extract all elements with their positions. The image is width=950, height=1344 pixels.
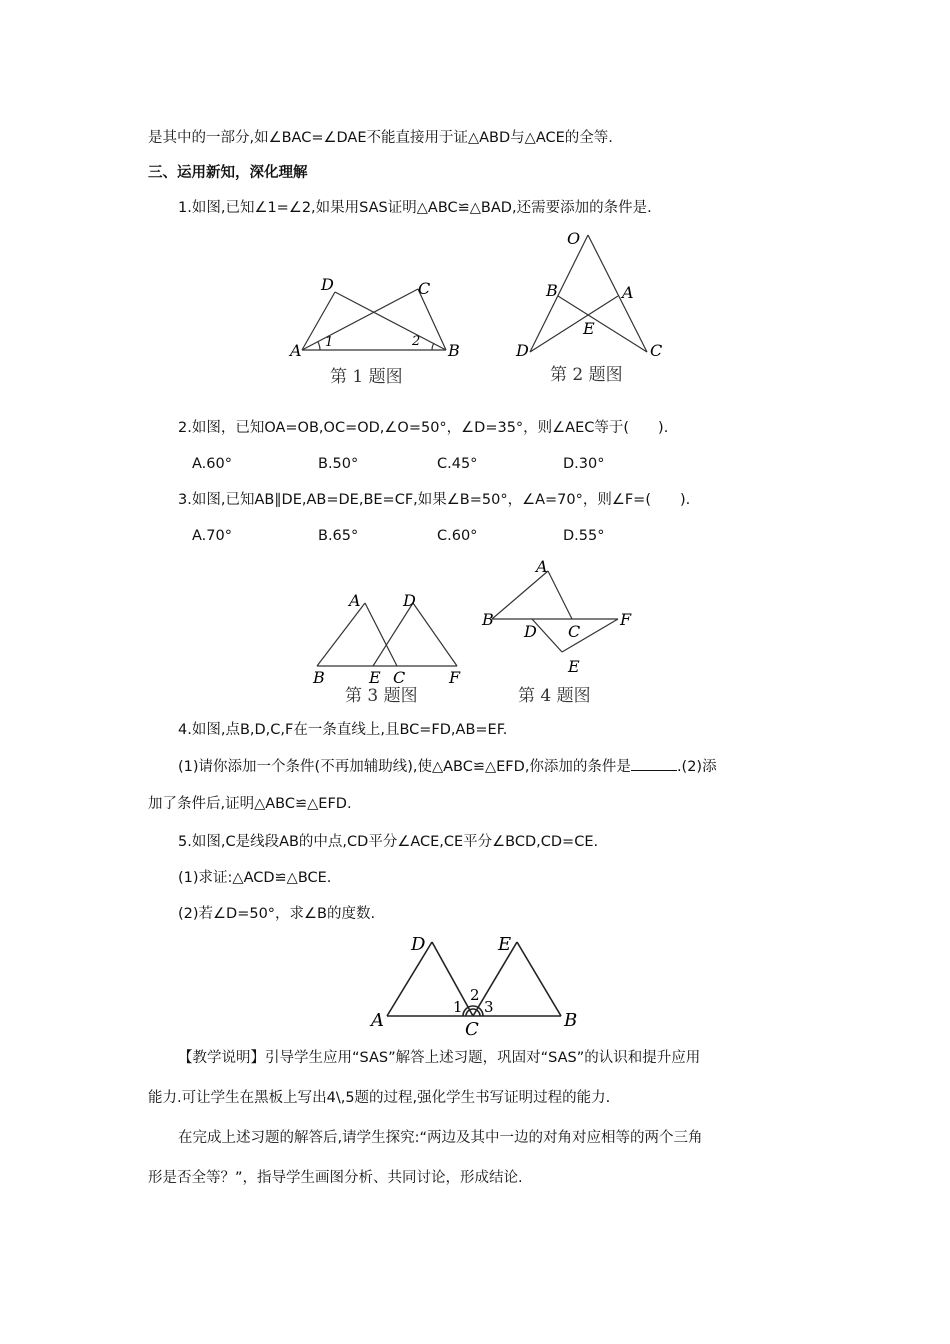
teaching-note-line-1: 【教学说明】引导学生应用“SAS”解答上述习题，巩固对“SAS”的认识和提升应用 [178, 1050, 701, 1066]
fig4-label-f: F [620, 610, 632, 629]
fig1-angle-2: 2 [412, 334, 421, 349]
fig5-angle-1: 1 [453, 998, 463, 1016]
explore-line-2: 形是否全等？”，指导学生画图分析、共同讨论，形成结论. [148, 1170, 523, 1186]
fig5-angle-2: 2 [470, 986, 480, 1004]
q2-option-b: B.50° [318, 456, 359, 472]
fig2-label-c: C [650, 341, 663, 360]
fig2-label-e: E [583, 319, 595, 338]
question-3: 3.如图,已知AB∥DE,AB=DE,BE=CF,如果∠B=50°，∠A=70°，则∠F=( ). [178, 492, 691, 508]
q3-option-a: A.70° [192, 528, 232, 544]
fig2-label-a: A [622, 283, 634, 302]
fig4-label-a: A [536, 557, 548, 576]
q3-option-d: D.55° [563, 528, 605, 544]
q2-option-c: C.45° [437, 456, 478, 472]
answer-blank[interactable] [631, 756, 677, 771]
fig4-label-c: C [568, 622, 581, 641]
fig1-label-a: A [290, 341, 302, 360]
q3-option-c: C.60° [437, 528, 478, 544]
explore-line-1: 在完成上述习题的解答后,请学生探究:“两边及其中一边的对角对应相等的两个三角 [178, 1130, 703, 1146]
fig5-label-a: A [371, 1010, 384, 1031]
fig2-label-o: O [567, 229, 581, 248]
fig3-label-d: D [403, 591, 416, 610]
figure-4 [478, 552, 648, 708]
figure-5 [365, 928, 590, 1040]
fig1-angle-1: 1 [325, 335, 334, 350]
figure-1 [280, 272, 470, 390]
fig1-caption: 第 1 题图 [330, 367, 403, 387]
fig3-label-e: E [369, 668, 381, 687]
question-1: 1.如图,已知∠1=∠2,如果用SAS证明△ABC≌△BAD,还需要添加的条件是. [178, 200, 652, 216]
fig4-label-d: D [524, 622, 537, 641]
question-4-part-1 [178, 756, 717, 777]
fig3-caption: 第 3 题图 [345, 686, 418, 706]
q4-part1-tail: .(2)添 [676, 759, 717, 775]
fig5-label-c: C [465, 1019, 479, 1040]
fig2-caption: 第 2 题图 [550, 365, 623, 385]
intro-line: 是其中的一部分,如∠BAC=∠DAE不能直接用于证△ABD与△ACE的全等. [148, 130, 613, 146]
section-heading: 三、运用新知，深化理解 [148, 165, 308, 181]
fig3-label-c: C [393, 668, 406, 687]
fig5-label-d: D [411, 934, 426, 955]
fig1-label-b: B [448, 341, 460, 360]
question-5-part-1: (1)求证:△ACD≌△BCE. [178, 870, 332, 886]
question-4-part-2: 加了条件后,证明△ABC≌△EFD. [148, 796, 352, 812]
fig3-label-f: F [449, 668, 461, 687]
question-5-part-2: (2)若∠D=50°，求∠B的度数. [178, 906, 376, 922]
teaching-note-line-2: 能力.可让学生在黑板上写出4\,5题的过程,强化学生书写证明过程的能力. [148, 1090, 611, 1106]
fig1-label-d: D [321, 275, 334, 294]
fig3-label-b: B [313, 668, 325, 687]
fig4-label-e: E [568, 657, 580, 676]
q4-part1-text: (1)请你添加一个条件(不再加辅助线),使△ABC≌△EFD,你添加的条件是 [178, 759, 631, 775]
fig2-label-b: B [546, 281, 558, 300]
fig4-label-b: B [482, 610, 494, 629]
q3-option-b: B.65° [318, 528, 359, 544]
question-5: 5.如图,C是线段AB的中点,CD平分∠ACE,CE平分∠BCD,CD=CE. [178, 834, 599, 850]
fig3-label-a: A [349, 591, 361, 610]
question-4: 4.如图,点B,D,C,F在一条直线上,且BC=FD,AB=EF. [178, 722, 508, 738]
q2-option-d: D.30° [563, 456, 605, 472]
fig5-angle-3: 3 [484, 998, 494, 1016]
question-2: 2.如图，已知OA=OB,OC=OD,∠O=50°，∠D=35°，则∠AEC等于( ). [178, 420, 669, 436]
fig4-caption: 第 4 题图 [518, 686, 591, 706]
fig1-label-c: C [418, 279, 431, 298]
fig5-label-e: E [498, 934, 512, 955]
fig5-label-b: B [564, 1010, 578, 1031]
figure-2 [510, 225, 670, 390]
fig2-label-d: D [516, 341, 529, 360]
figure-3 [305, 586, 475, 708]
q2-option-a: A.60° [192, 456, 232, 472]
